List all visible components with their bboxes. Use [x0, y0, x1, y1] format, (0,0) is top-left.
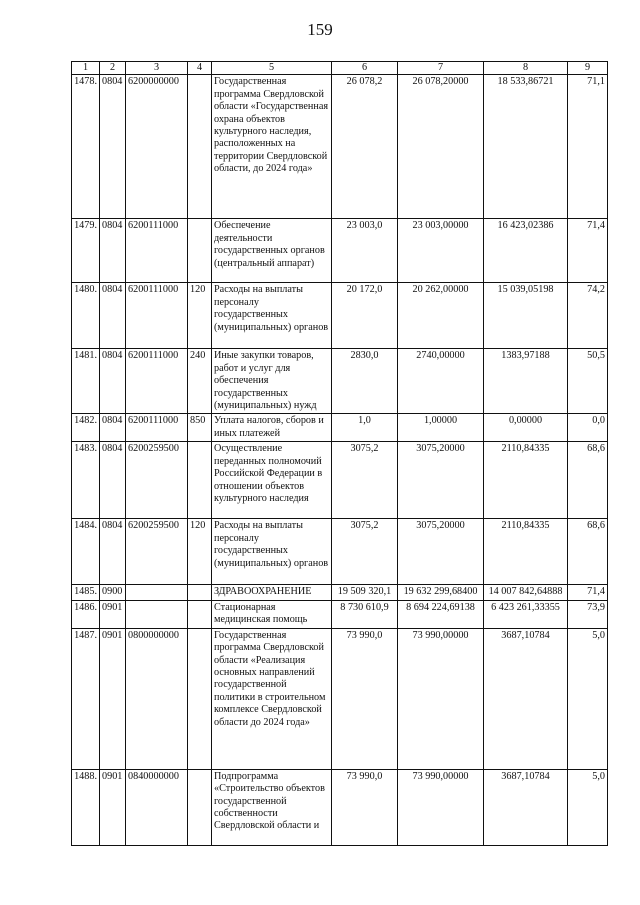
- table-row: [72, 769, 608, 845]
- row-number: 1487.: [72, 628, 100, 769]
- executed-amount: 2110,84335: [484, 519, 568, 585]
- section-code: 0804: [100, 219, 126, 283]
- section-code: 0804: [100, 414, 126, 442]
- section-code: 0804: [100, 349, 126, 414]
- item-name: ЗДРАВООХРАНЕНИЕ: [212, 585, 332, 600]
- header-cell-col8: 8: [484, 62, 568, 75]
- approved-amount: 2830,0: [332, 349, 398, 414]
- item-name: Уплата налогов, сборов и иных платежей: [212, 414, 332, 442]
- target-article-code: 6200111000: [126, 349, 188, 414]
- expense-type-code: 240: [188, 349, 212, 414]
- executed-amount: 1383,97188: [484, 349, 568, 414]
- execution-percent: 68,6: [568, 519, 608, 585]
- table-row: [72, 519, 608, 585]
- table-row: [72, 349, 608, 414]
- table-row: [72, 283, 608, 349]
- planned-amount: 8 694 224,69138: [398, 600, 484, 628]
- section-code: 0900: [100, 585, 126, 600]
- row-number: 1483.: [72, 442, 100, 519]
- target-article-code: 0800000000: [126, 628, 188, 769]
- table-row: [72, 414, 608, 442]
- target-article-code: 6200259500: [126, 442, 188, 519]
- execution-percent: 71,4: [568, 219, 608, 283]
- approved-amount: 19 509 320,1: [332, 585, 398, 600]
- section-code: 0804: [100, 442, 126, 519]
- execution-percent: 71,4: [568, 585, 608, 600]
- expense-type-code: 120: [188, 519, 212, 585]
- approved-amount: 3075,2: [332, 519, 398, 585]
- planned-amount: 3075,20000: [398, 519, 484, 585]
- expense-type-code: [188, 628, 212, 769]
- approved-amount: 1,0: [332, 414, 398, 442]
- section-code: 0901: [100, 600, 126, 628]
- item-name: Осуществление переданных полномочий Российской Федерации в отношении объектов культурного наследия: [212, 442, 332, 519]
- header-cell-col3: 3: [126, 62, 188, 75]
- row-number: 1480.: [72, 283, 100, 349]
- row-number: 1481.: [72, 349, 100, 414]
- executed-amount: 3687,10784: [484, 628, 568, 769]
- section-code: 0804: [100, 75, 126, 219]
- table-row: [72, 219, 608, 283]
- executed-amount: 18 533,86721: [484, 75, 568, 219]
- table-row: [72, 600, 608, 628]
- approved-amount: 26 078,2: [332, 75, 398, 219]
- executed-amount: 6 423 261,33355: [484, 600, 568, 628]
- planned-amount: 19 632 299,68400: [398, 585, 484, 600]
- executed-amount: 3687,10784: [484, 769, 568, 845]
- target-article-code: 6200111000: [126, 219, 188, 283]
- approved-amount: 73 990,0: [332, 628, 398, 769]
- target-article-code: 6200000000: [126, 75, 188, 219]
- header-cell-col7: 7: [398, 62, 484, 75]
- section-code: 0804: [100, 519, 126, 585]
- target-article-code: 6200259500: [126, 519, 188, 585]
- target-article-code: 6200111000: [126, 283, 188, 349]
- expense-type-code: 120: [188, 283, 212, 349]
- planned-amount: 2740,00000: [398, 349, 484, 414]
- item-name: Иные закупки товаров, работ и услуг для обеспечения государственных (муниципальных) нужд: [212, 349, 332, 414]
- planned-amount: 26 078,20000: [398, 75, 484, 219]
- executed-amount: 2110,84335: [484, 442, 568, 519]
- executed-amount: 16 423,02386: [484, 219, 568, 283]
- page-number: 159: [307, 20, 333, 39]
- planned-amount: 73 990,00000: [398, 769, 484, 845]
- approved-amount: 3075,2: [332, 442, 398, 519]
- execution-percent: 68,6: [568, 442, 608, 519]
- expense-type-code: [188, 75, 212, 219]
- planned-amount: 1,00000: [398, 414, 484, 442]
- item-name: Государственная программа Свердловской области «Государственная охрана объектов культурного наследия, расположенных на территории Свердловской области, до 2024 года»: [212, 75, 332, 219]
- row-number: 1488.: [72, 769, 100, 845]
- item-name: Государственная программа Свердловской области «Реализация основных направлений государственной политики в строительном комплексе Свердловской области до 2024 года»: [212, 628, 332, 769]
- executed-amount: 15 039,05198: [484, 283, 568, 349]
- target-article-code: 0840000000: [126, 769, 188, 845]
- execution-percent: 73,9: [568, 600, 608, 628]
- execution-percent: 50,5: [568, 349, 608, 414]
- target-article-code: [126, 585, 188, 600]
- section-code: 0804: [100, 283, 126, 349]
- planned-amount: 3075,20000: [398, 442, 484, 519]
- section-code: 0901: [100, 628, 126, 769]
- header-cell-col1: 1: [72, 62, 100, 75]
- header-cell-col5: 5: [212, 62, 332, 75]
- target-article-code: 6200111000: [126, 414, 188, 442]
- execution-percent: 5,0: [568, 769, 608, 845]
- approved-amount: 23 003,0: [332, 219, 398, 283]
- expense-type-code: [188, 219, 212, 283]
- item-name: Стационарная медицинская помощь: [212, 600, 332, 628]
- item-name: Расходы на выплаты персоналу государственных (муниципальных) органов: [212, 519, 332, 585]
- execution-percent: 71,1: [568, 75, 608, 219]
- expense-type-code: [188, 600, 212, 628]
- table-row: [72, 442, 608, 519]
- item-name: Обеспечение деятельности государственных органов (центральный аппарат): [212, 219, 332, 283]
- row-number: 1484.: [72, 519, 100, 585]
- execution-percent: 74,2: [568, 283, 608, 349]
- expense-type-code: [188, 585, 212, 600]
- budget-table: [71, 61, 608, 846]
- executed-amount: 14 007 842,64888: [484, 585, 568, 600]
- planned-amount: 20 262,00000: [398, 283, 484, 349]
- expense-type-code: 850: [188, 414, 212, 442]
- row-number: 1479.: [72, 219, 100, 283]
- header-cell-col9: 9: [568, 62, 608, 75]
- header-cell-col6: 6: [332, 62, 398, 75]
- planned-amount: 23 003,00000: [398, 219, 484, 283]
- table-row: [72, 628, 608, 769]
- item-name: Расходы на выплаты персоналу государственных (муниципальных) органов: [212, 283, 332, 349]
- row-number: 1485.: [72, 585, 100, 600]
- approved-amount: 8 730 610,9: [332, 600, 398, 628]
- header-cell-col4: 4: [188, 62, 212, 75]
- planned-amount: 73 990,00000: [398, 628, 484, 769]
- row-number: 1482.: [72, 414, 100, 442]
- execution-percent: 5,0: [568, 628, 608, 769]
- executed-amount: 0,00000: [484, 414, 568, 442]
- table-row: [72, 75, 608, 219]
- target-article-code: [126, 600, 188, 628]
- execution-percent: 0,0: [568, 414, 608, 442]
- row-number: 1478.: [72, 75, 100, 219]
- header-cell-col2: 2: [100, 62, 126, 75]
- expense-type-code: [188, 442, 212, 519]
- table-row: [72, 585, 608, 600]
- approved-amount: 73 990,0: [332, 769, 398, 845]
- item-name: Подпрограмма «Строительство объектов государственной собственности Свердловской области и: [212, 769, 332, 845]
- row-number: 1486.: [72, 600, 100, 628]
- expense-type-code: [188, 769, 212, 845]
- section-code: 0901: [100, 769, 126, 845]
- table-header-row: [72, 62, 608, 75]
- approved-amount: 20 172,0: [332, 283, 398, 349]
